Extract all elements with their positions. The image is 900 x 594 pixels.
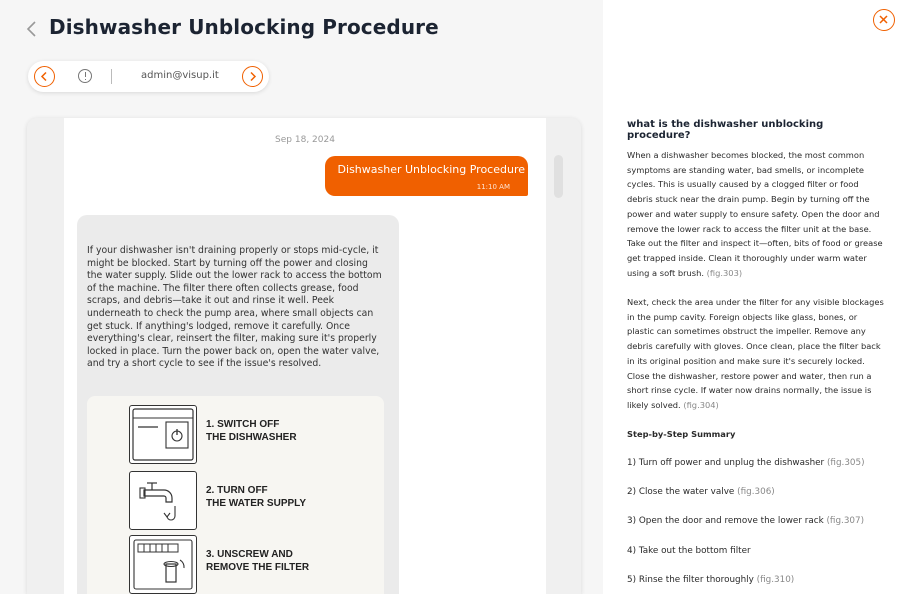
summary-item-text: 5) Rinse the filter thoroughly — [627, 575, 754, 585]
figure-reference-303[interactable]: (fig.303) — [706, 267, 743, 278]
summary-item — [627, 546, 751, 556]
answer-paragraph-2 — [627, 295, 885, 413]
user-message-text: Dishwasher Unblocking Procedure — [337, 163, 525, 176]
bot-message-text: If your dishwasher isn't draining properly or stops mid-cycle, it might be blocked. Start by turning off the power and closing the water supply. Slide out the lower rack to access the bottom of the machine. The filter there often collects grease, food scraps, and debris—take it out and rinse it well. Peek underneath to check the pump area, where small objects can get stuck. If anything's lodged, remove it carefully. Once everything's clear, reinsert the filter, making sure it's properly locked in place. Turn the power back on, open the water valve, and try a short cycle to see if the issue's resolved. — [87, 245, 382, 370]
summary-item — [627, 575, 794, 585]
filter-icon — [129, 535, 197, 594]
user-message-bubble — [325, 156, 528, 196]
step-2-label — [206, 485, 306, 510]
summary-item — [627, 487, 775, 497]
summary-item-text: 2) Close the water valve — [627, 487, 735, 497]
step-2-line2: THE WATER SUPPLY — [206, 497, 307, 509]
answer-paragraph-1 — [627, 148, 885, 280]
step-2-line1: 2. TURN OFF — [206, 485, 268, 496]
question-title: what is the dishwasher unblocking procedure? — [627, 119, 824, 141]
figure-reference-307[interactable]: (fig.307) — [826, 516, 865, 526]
back-chevron-icon[interactable] — [24, 20, 40, 38]
close-button[interactable] — [873, 9, 895, 31]
figure-reference-305[interactable]: (fig.305) — [826, 458, 865, 468]
chat-scrollbar[interactable] — [554, 155, 563, 198]
summary-item — [627, 516, 864, 526]
answer-panel — [603, 0, 900, 594]
summary-item-text: 3) Open the door and remove the lower rack — [627, 516, 824, 526]
summary-item — [627, 458, 865, 468]
step-2 — [129, 471, 389, 531]
step-1-label — [206, 419, 297, 444]
steps-illustration — [87, 396, 384, 594]
step-1 — [129, 405, 389, 465]
summary-item-text: 4) Take out the bottom filter — [627, 546, 751, 556]
step-3-line1: 3. UNSCREW AND — [206, 549, 293, 560]
step-3-line2: REMOVE THE FILTER — [206, 561, 310, 573]
previous-button[interactable] — [34, 66, 55, 87]
paragraph-2-text: Next, check the area under the filter for any visible blockages in the pump cavity. Foreign objects like glass, bones, or plastic can sometimes obstruct the impeller. Remove any debris carefully with gloves. Once clean, place the filter back in its original position and make sure it's securely locked. Close the dishwasher, restore power and water, then run a short rinse cycle. If water now drains normally, the issue is likely solved. — [627, 297, 884, 410]
user-message-time: 11:10 AM — [476, 183, 510, 191]
step-3 — [129, 535, 389, 594]
step-1-line2: THE DISHWASHER — [206, 431, 297, 443]
chat-thread[interactable] — [64, 118, 546, 594]
bot-message-bubble — [77, 215, 399, 594]
info-icon[interactable] — [78, 69, 92, 83]
chat-date: Sep 18, 2024 — [275, 135, 335, 145]
close-icon — [879, 15, 888, 24]
toolbar — [28, 61, 269, 92]
step-3-label — [206, 549, 309, 574]
summary-item-text: 1) Turn off power and unplug the dishwasher — [627, 458, 825, 468]
toolbar-divider — [111, 69, 112, 84]
power-button-icon — [129, 405, 197, 464]
chat-window — [27, 118, 581, 594]
user-email: admin@visup.it — [141, 70, 219, 81]
chevron-left-icon — [39, 71, 50, 82]
page-title: Dishwasher Unblocking Procedure — [49, 15, 439, 39]
step-1-line1: 1. SWITCH OFF — [206, 419, 280, 430]
next-button[interactable] — [242, 66, 263, 87]
faucet-icon — [129, 471, 197, 530]
figure-reference-304[interactable]: (fig.304) — [683, 399, 719, 410]
chevron-right-icon — [247, 71, 258, 82]
summary-title: Step-by-Step Summary — [627, 429, 736, 439]
figure-reference-310[interactable]: (fig.310) — [756, 575, 795, 585]
figure-reference-306[interactable]: (fig.306) — [737, 487, 775, 497]
paragraph-1-text: When a dishwasher becomes blocked, the most common symptoms are standing water, bad smells, or incomplete cycles. This is usually caused by a clogged filter or food debris stuck near the drain pump. Begin by turning off the power and water supply to ensure safety. Open the door and remove the lower rack to access the filter unit at the base. Take out the filter and inspect it—often, bits of food or grease get trapped inside. Clean it thoroughly under warm water using a soft brush. — [627, 150, 883, 278]
